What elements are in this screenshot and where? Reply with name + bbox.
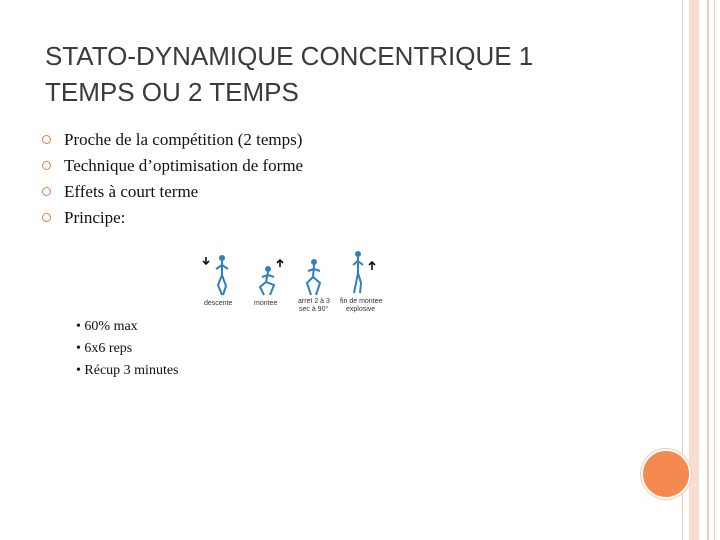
slide-title-line-1: STATO-DYNAMIQUE CONCENTRIQUE 1 — [45, 41, 534, 71]
slide-title-line-2: TEMPS OU 2 TEMPS — [45, 77, 299, 107]
bullet-item: Principe: — [42, 205, 303, 231]
figure-label-arret-2: sec à 90° — [299, 306, 329, 313]
bullet-circle-icon — [42, 213, 51, 222]
figure-label-descente: descente — [204, 300, 233, 307]
figure-label-arret: arret 2 à 3 — [298, 298, 330, 305]
arrow-up-icon — [369, 262, 375, 270]
figure-label-montee: montee — [254, 300, 278, 307]
bullet-item: Effets à court terme — [42, 179, 303, 205]
arrow-down-icon — [203, 257, 209, 264]
figure-label-fin-2: explosive — [346, 306, 376, 313]
squat-montee-figure — [260, 260, 283, 295]
arrow-up-icon — [277, 260, 283, 267]
figure-label-fin: fin de montee — [340, 298, 383, 305]
decorative-border-line — [714, 0, 715, 540]
decorative-border-band — [689, 0, 699, 540]
squat-arret-figure — [307, 259, 320, 295]
sub-item: • 60% max — [76, 319, 138, 334]
squat-phases-figure — [196, 245, 396, 315]
bullet-circle-icon — [42, 135, 51, 144]
squat-descente-figure — [203, 255, 228, 295]
sub-item: • Récup 3 minutes — [76, 363, 179, 378]
sub-item-list — [76, 316, 179, 382]
sub-item: • 6x6 reps — [76, 341, 133, 356]
decorative-orange-circle — [641, 449, 691, 499]
decorative-border-line — [707, 0, 709, 540]
slide-title — [45, 38, 645, 110]
bullet-circle-icon — [42, 161, 51, 170]
bullet-item: Technique d’optimisation de forme — [42, 153, 303, 179]
bullet-item: Proche de la compétition (2 temps) — [42, 127, 303, 153]
bullet-circle-icon — [42, 187, 51, 196]
squat-fin-montee-figure — [353, 251, 375, 293]
bullet-list — [42, 127, 303, 231]
